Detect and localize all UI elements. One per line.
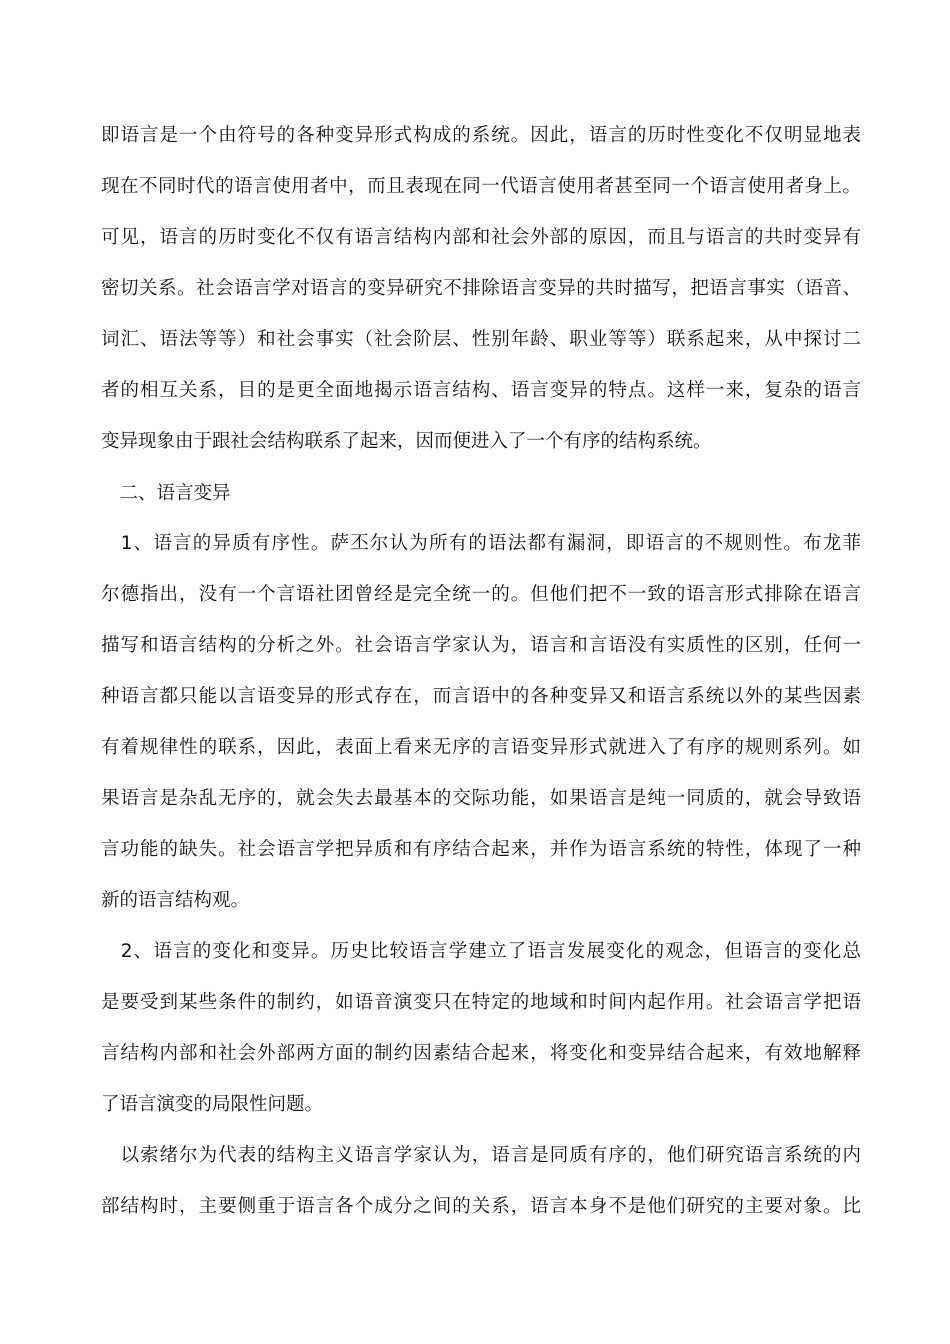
text-line: 尔德指出，没有一个言语社团曾经是完全统一的。但他们把不一致的语言形式排除在语言 [101, 584, 861, 605]
text-line: 果语言是杂乱无序的，就会失去最基本的交际功能，如果语言是纯一同质的，就会导致语 [101, 788, 861, 809]
text-line: 种语言都只能以言语变异的形式存在，而言语中的各种变异又和语言系统以外的某些因素 [101, 686, 861, 707]
text-line: 变异现象由于跟社会结构联系了起来，因而便进入了一个有序的结构系统。 [101, 431, 712, 452]
text-line: 言结构内部和社会外部两方面的制约因素结合起来，将变化和变异结合起来，有效地解释 [101, 1043, 861, 1064]
text-line: 言功能的缺失。社会语言学把异质和有序结合起来，并作为语言系统的特性，体现了一种 [101, 839, 861, 860]
text-line: 以索绪尔为代表的结构主义语言学家认为，语言是同质有序的，他们研究语言系统的内 [101, 1145, 861, 1166]
text-line: 2、语言的变化和变异。历史比较语言学建立了语言发展变化的观念，但语言的变化总 [101, 941, 861, 962]
section-heading: 二、语言变异 [101, 483, 231, 504]
text-line: 者的相互关系，目的是更全面地揭示语言结构、语言变异的特点。这样一来，复杂的语言 [101, 380, 861, 401]
text-line: 部结构时，主要侧重于语言各个成分之间的关系，语言本身不是他们研究的主要对象。比 [101, 1196, 861, 1217]
text-line: 密切关系。社会语言学对语言的变异研究不排除语言变异的共时描写，把语言事实（语音、 [101, 278, 861, 299]
text-line: 现在不同时代的语言使用者中，而且表现在同一代语言使用者甚至同一个语言使用者身上。 [101, 176, 861, 197]
text-line: 是要受到某些条件的制约，如语音演变只在特定的地域和时间内起作用。社会语言学把语 [101, 992, 861, 1013]
text-line: 有着规律性的联系，因此，表面上看来无序的言语变异形式就进入了有序的规则系列。如 [101, 737, 861, 758]
text-line: 描写和语言结构的分析之外。社会语言学家认为，语言和言语没有实质性的区别，任何一 [101, 635, 861, 656]
text-line: 了语言演变的局限性问题。 [101, 1094, 324, 1115]
text-line: 即语言是一个由符号的各种变异形式构成的系统。因此，语言的历时性变化不仅明显地表 [101, 125, 861, 146]
text-line: 1、语言的异质有序性。萨丕尔认为所有的语法都有漏洞，即语言的不规则性。布龙菲 [101, 533, 861, 554]
text-line: 新的语言结构观。 [101, 890, 250, 911]
text-line: 可见，语言的历时变化不仅有语言结构内部和社会外部的原因，而且与语言的共时变异有 [101, 227, 861, 248]
text-line: 词汇、语法等等）和社会事实（社会阶层、性别年龄、职业等等）联系起来，从中探讨二 [101, 329, 861, 350]
